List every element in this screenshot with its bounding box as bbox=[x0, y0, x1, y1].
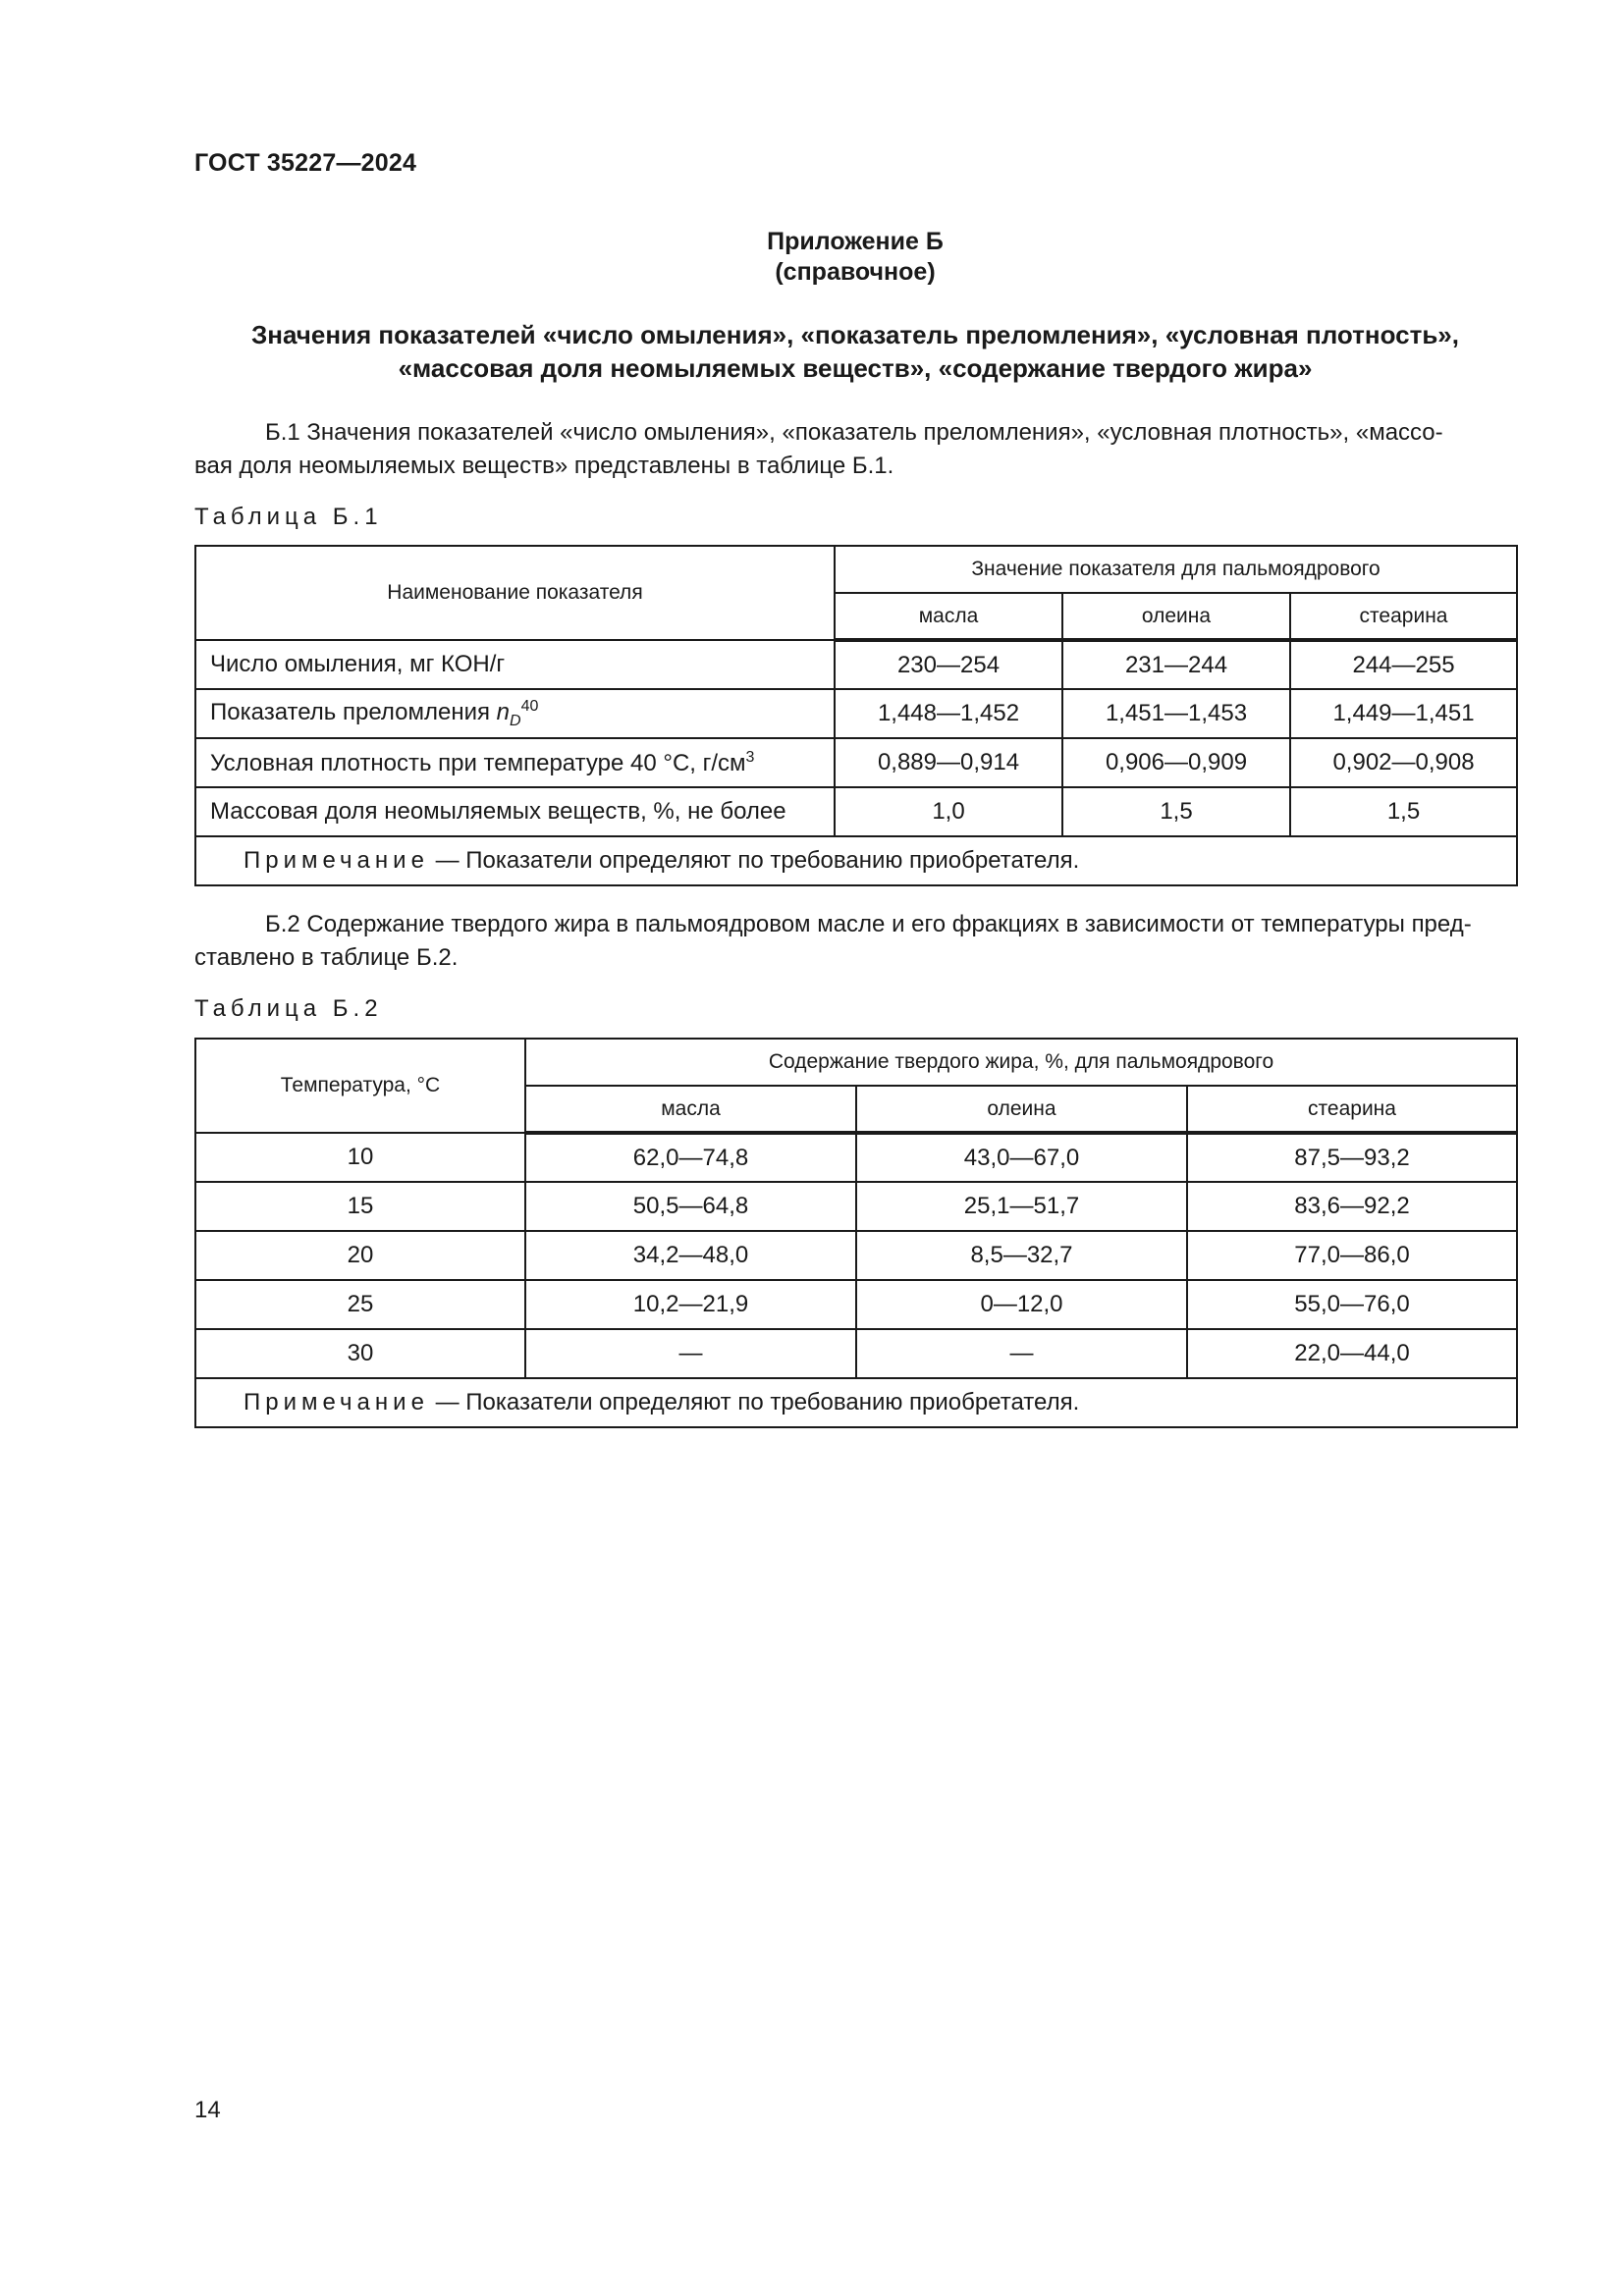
refractive-index-subscript: D bbox=[510, 712, 521, 729]
table-cell-temperature: 20 bbox=[195, 1231, 525, 1280]
table-row bbox=[195, 689, 1517, 738]
table-cell-temperature: 30 bbox=[195, 1329, 525, 1378]
table-cell: 10,2—21,9 bbox=[525, 1280, 856, 1329]
table-cell: 25,1—51,7 bbox=[856, 1182, 1187, 1231]
paragraph-b1 bbox=[194, 416, 1516, 483]
table-cell: 1,5 bbox=[1062, 787, 1290, 836]
table-b2-subheader: олеина bbox=[856, 1086, 1187, 1133]
table-b2 bbox=[194, 1038, 1518, 1428]
table-b1-header-group: Значение показателя для пальмоядрового bbox=[835, 546, 1517, 593]
table-cell: 77,0—86,0 bbox=[1187, 1231, 1517, 1280]
page-number: 14 bbox=[194, 2097, 221, 2123]
table-note-row bbox=[195, 836, 1517, 885]
annex-subtitle: (справочное) bbox=[775, 258, 936, 286]
table-row bbox=[195, 1133, 1517, 1182]
table-cell: 231—244 bbox=[1062, 640, 1290, 689]
refractive-index-superscript: 40 bbox=[520, 697, 539, 715]
table-b1-row-label: Число омыления, мг КОН/г bbox=[195, 640, 835, 689]
paragraph-b1-line-2: вая доля неомыляемых веществ» представлены в таблице Б.1. bbox=[194, 453, 894, 479]
table-b1-subheader: масла bbox=[835, 593, 1062, 640]
table-b1-note bbox=[195, 836, 1517, 885]
table-row bbox=[195, 1329, 1517, 1378]
table-b2-header-temperature: Температура, °С bbox=[195, 1039, 525, 1133]
table-cell: 244—255 bbox=[1290, 640, 1517, 689]
annex-heading bbox=[194, 318, 1516, 385]
table-cell: 62,0—74,8 bbox=[525, 1133, 856, 1182]
paragraph-b2-line-2: ставлено в таблице Б.2. bbox=[194, 944, 459, 971]
note-text: — Показатели определяют по требованию приобретателя. bbox=[428, 847, 1080, 874]
table-cell: 87,5—93,2 bbox=[1187, 1133, 1517, 1182]
table-cell: — bbox=[856, 1329, 1187, 1378]
table-b1-subheader: олеина bbox=[1062, 593, 1290, 640]
table-cell: 0,902—0,908 bbox=[1290, 738, 1517, 787]
table-row bbox=[195, 787, 1517, 836]
table-cell: 43,0—67,0 bbox=[856, 1133, 1187, 1182]
document-code: ГОСТ 35227—2024 bbox=[194, 149, 417, 177]
paragraph-b1-line-1: Б.1 Значения показателей «число омыления», «показатель преломления», «условная плотность», «массо- bbox=[265, 419, 1443, 446]
table-b1-row-label bbox=[195, 738, 835, 787]
table-cell: 0—12,0 bbox=[856, 1280, 1187, 1329]
table-note-row bbox=[195, 1378, 1517, 1427]
table-cell: — bbox=[525, 1329, 856, 1378]
table-b2-subheader: масла bbox=[525, 1086, 856, 1133]
table-cell: 50,5—64,8 bbox=[525, 1182, 856, 1231]
table-cell: 0,889—0,914 bbox=[835, 738, 1062, 787]
table-cell: 8,5—32,7 bbox=[856, 1231, 1187, 1280]
table-cell: 1,0 bbox=[835, 787, 1062, 836]
table-cell-temperature: 15 bbox=[195, 1182, 525, 1231]
table-row bbox=[195, 1182, 1517, 1231]
table-cell: 34,2—48,0 bbox=[525, 1231, 856, 1280]
table-b1 bbox=[194, 545, 1518, 886]
table-row bbox=[195, 640, 1517, 689]
note-label: Примечание bbox=[244, 847, 429, 874]
unit-superscript: 3 bbox=[745, 748, 755, 766]
table-b2-note bbox=[195, 1378, 1517, 1427]
annex-title: Приложение Б bbox=[767, 228, 944, 255]
table-b1-caption: Таблица Б.1 bbox=[194, 504, 383, 530]
table-row bbox=[195, 738, 1517, 787]
table-cell: 1,451—1,453 bbox=[1062, 689, 1290, 738]
table-cell: 0,906—0,909 bbox=[1062, 738, 1290, 787]
table-cell: 83,6—92,2 bbox=[1187, 1182, 1517, 1231]
paragraph-b2 bbox=[194, 908, 1516, 975]
table-b2-caption: Таблица Б.2 bbox=[194, 995, 383, 1022]
table-cell: 1,449—1,451 bbox=[1290, 689, 1517, 738]
note-text: — Показатели определяют по требованию приобретателя. bbox=[428, 1389, 1080, 1415]
refractive-index-symbol: n bbox=[496, 698, 511, 725]
table-b2-subheader: стеарина bbox=[1187, 1086, 1517, 1133]
row-label-text: Показатель преломления bbox=[210, 698, 497, 725]
note-label: Примечание bbox=[244, 1389, 429, 1415]
table-row bbox=[195, 1280, 1517, 1329]
table-cell: 230—254 bbox=[835, 640, 1062, 689]
table-cell: 1,448—1,452 bbox=[835, 689, 1062, 738]
table-b2-header-group: Содержание твердого жира, %, для пальмоядрового bbox=[525, 1039, 1517, 1086]
table-b1-subheader: стеарина bbox=[1290, 593, 1517, 640]
table-cell: 1,5 bbox=[1290, 787, 1517, 836]
table-cell-temperature: 10 bbox=[195, 1133, 525, 1182]
table-cell: 55,0—76,0 bbox=[1187, 1280, 1517, 1329]
table-row bbox=[195, 1231, 1517, 1280]
paragraph-b2-line-1: Б.2 Содержание твердого жира в пальмоядровом масле и его фракциях в зависимости от температуры пред- bbox=[265, 911, 1472, 937]
annex-heading-line-1: Значения показателей «число омыления», «показатель преломления», «условная плотность», bbox=[250, 320, 1459, 349]
row-label-text: Условная плотность при температуре 40 °C, г/см bbox=[210, 749, 746, 776]
annex-heading-line-2: «массовая доля неомыляемых веществ», «содержание твердого жира» bbox=[398, 353, 1313, 383]
table-cell-temperature: 25 bbox=[195, 1280, 525, 1329]
table-b1-header-name: Наименование показателя bbox=[195, 546, 835, 640]
table-b1-row-label bbox=[195, 689, 835, 738]
table-cell: 22,0—44,0 bbox=[1187, 1329, 1517, 1378]
table-b1-row-label: Массовая доля неомыляемых веществ, %, не более bbox=[195, 787, 835, 836]
